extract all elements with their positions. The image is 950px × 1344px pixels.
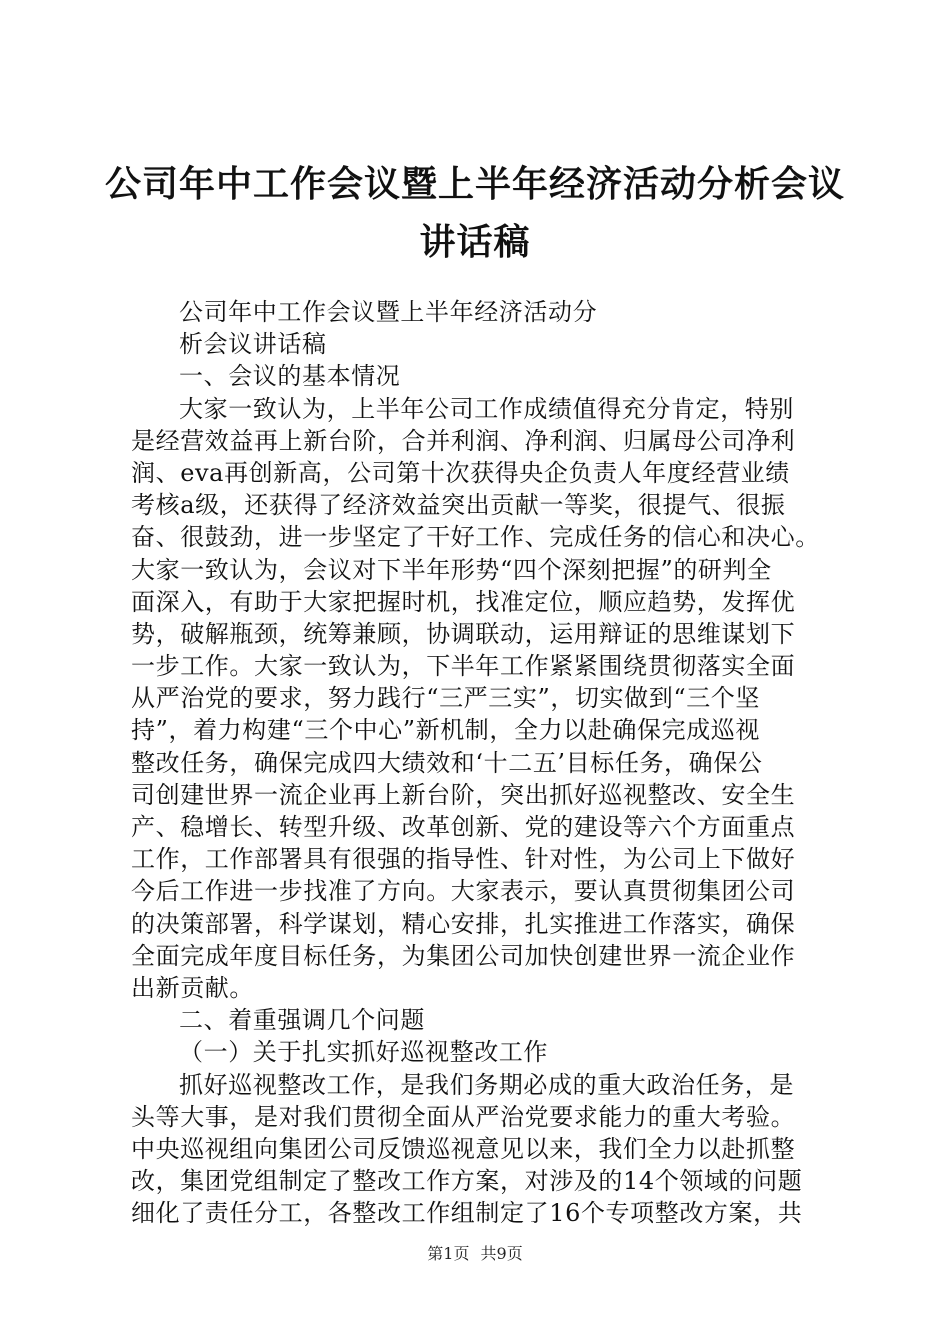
body-line: 析会议讲话稿 — [179, 330, 327, 359]
body-line: 持”，着力构建“三个中心”新机制，全力以赴确保完成巡视 — [131, 716, 761, 745]
body-line: 大家一致认为，上半年公司工作成绩值得充分肯定，特别 — [179, 394, 794, 423]
body-line: 全面完成年度目标任务，为集团公司加快创建世界一流企业作 — [131, 941, 796, 970]
page-footer — [0, 1244, 950, 1264]
body-line: 司创建世界一流企业再上新台阶，突出抓好巡视整改、安全生 — [131, 780, 796, 809]
body-line: 细化了责任分工，各整改工作组制定了16个专项整改方案，共 — [131, 1199, 803, 1228]
document-title-line-1: 公司年中工作会议暨上半年经济活动分析会议 — [104, 163, 845, 205]
document-title-line-2: 讲话稿 — [419, 221, 531, 263]
body-line: 是经营效益再上新台阶，合并利润、净利润、归属母公司净利 — [131, 426, 796, 455]
body-line: 一步工作。大家一致认为，下半年工作紧紧围绕贯彻落实全面 — [131, 652, 796, 681]
body-line: 改，集团党组制定了整改工作方案，对涉及的14个领域的问题 — [131, 1167, 803, 1196]
page-total: 共9页 — [480, 1244, 523, 1263]
body-line: （一）关于扎实抓好巡视整改工作 — [179, 1038, 548, 1067]
body-line: 产、稳增长、转型升级、改革创新、党的建设等六个方面重点 — [131, 813, 796, 841]
body-line: 整改任务，确保完成四大绩效和‘十二五’目标任务，确保公 — [131, 748, 763, 777]
body-line: 的决策部署，科学谋划，精心安排，扎实推进工作落实，确保 — [131, 909, 796, 938]
page-number: 第1页 — [427, 1244, 470, 1263]
body-line: 二、着重强调几个问题 — [179, 1006, 425, 1035]
document-body — [131, 296, 831, 1229]
body-line: 头等大事，是对我们贯彻全面从严治党要求能力的重大考验。 — [131, 1102, 796, 1131]
body-line: 势，破解瓶颈，统筹兼顾，协调联动，运用辩证的思维谋划下 — [131, 619, 796, 648]
body-line: 今后工作进一步找准了方向。大家表示，要认真贯彻集团公司 — [131, 877, 796, 906]
body-line: 出新贡献。 — [131, 973, 254, 1002]
body-line: 抓好巡视整改工作，是我们务期必成的重大政治任务，是 — [179, 1070, 794, 1099]
body-line: 考核a级，还获得了经济效益突出贡献一等奖，很提气、很振 — [131, 491, 786, 520]
body-line: 大家一致认为，会议对下半年形势“四个深刻把握”的研判全 — [131, 555, 772, 584]
body-line: 一、会议的基本情况 — [179, 362, 401, 391]
body-line: 工作，工作部署具有很强的指导性、针对性，为公司上下做好 — [131, 845, 796, 874]
body-line: 中央巡视组向集团公司反馈巡视意见以来，我们全力以赴抓整 — [131, 1134, 796, 1163]
body-line: 从严治党的要求，努力践行“三严三实”，切实做到“三个坚 — [131, 684, 761, 713]
body-line: 奋、很鼓劲，进一步坚定了干好工作、完成任务的信心和决心。 — [131, 523, 820, 552]
body-line: 面深入，有助于大家把握时机，找准定位，顺应趋势，发挥优 — [131, 587, 796, 616]
body-line: 公司年中工作会议暨上半年经济活动分 — [179, 298, 598, 326]
body-line: 润、eva再创新高，公司第十次获得央企负责人年度经营业绩 — [131, 458, 790, 487]
